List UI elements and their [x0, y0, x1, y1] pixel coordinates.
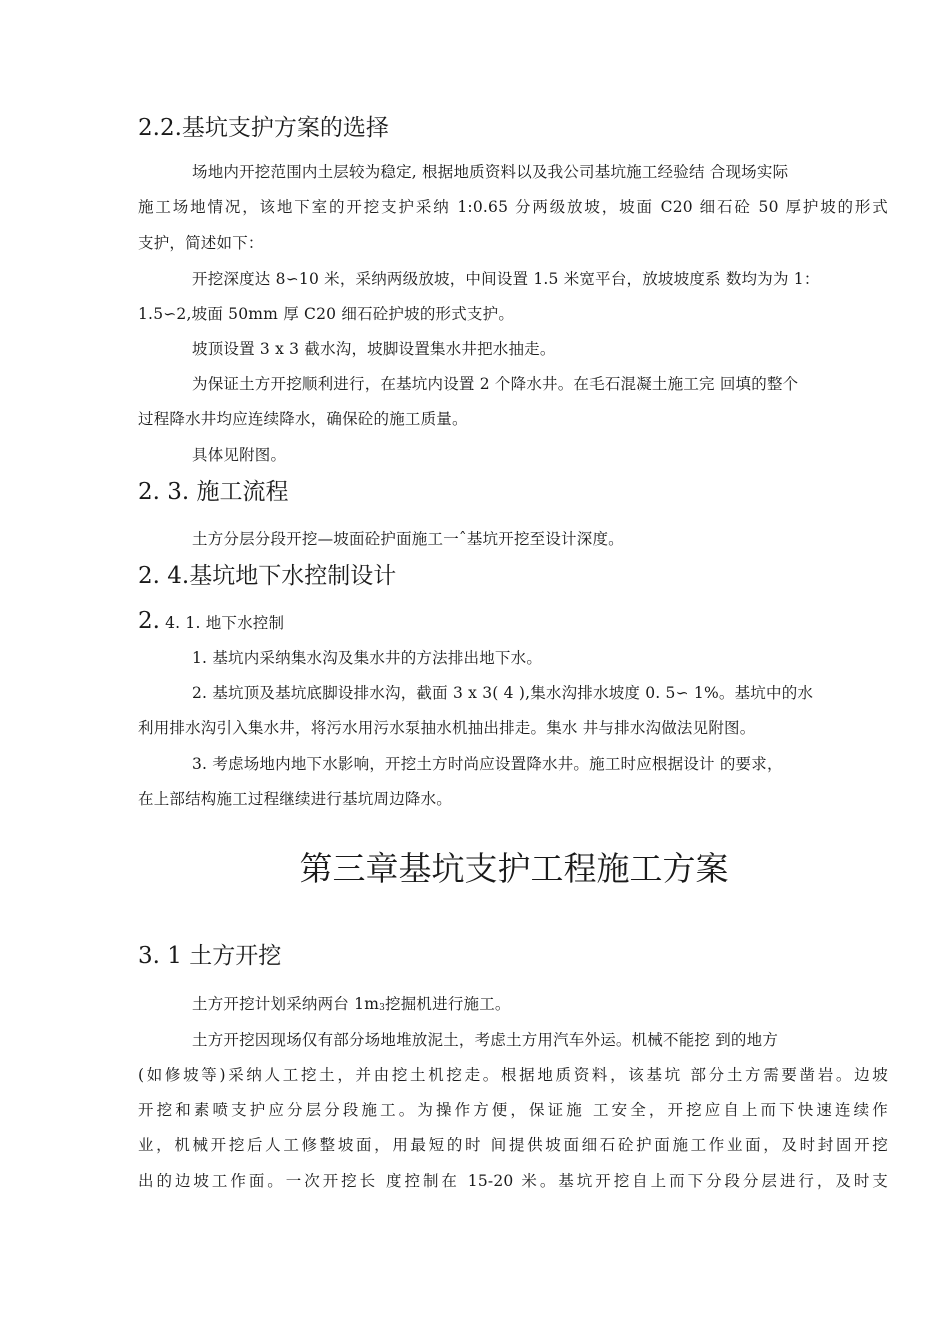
heading-3-1: 3. 1 土方开挖	[138, 943, 282, 969]
text-fragment: 挖掘机进行施工。	[385, 995, 511, 1013]
paragraph-line: 支护，简述如下：	[138, 234, 264, 252]
heading-2-3: 2. 3. 施工流程	[138, 479, 289, 505]
paragraph-line	[192, 997, 511, 1013]
heading-2-4-1	[138, 610, 284, 633]
list-item: 2. 基坑顶及基坑底脚设排水沟，截面 3 x 3( 4 ),集水沟排水坡度 0. 5∽ 1%。基坑中的水	[192, 684, 814, 702]
paragraph-line: 土方分层分段开挖—坡面砼护面施工一ˆ基坑开挖至设计深度。	[192, 530, 624, 548]
paragraph-line: 具体见附图。	[192, 446, 287, 464]
paragraph-line: 业，机械开挖后人工修整坡面，用最短的时 间提供坡面细石砼护面施工作业面，及时封固开挖	[138, 1136, 888, 1154]
paragraph-line: 过程降水井均应连续降水，确保砼的施工质量。	[138, 410, 468, 428]
list-item-continuation: 在上部结构施工过程继续进行基坑周边降水。	[138, 790, 453, 808]
paragraph-line: 坡顶设置 3 x 3 截水沟，坡脚设置集水井把水抽走。	[192, 340, 556, 358]
list-item-continuation: 利用排水沟引入集水井，将污水用污水泵抽水机抽出排走。集水 井与排水沟做法见附图。	[138, 719, 756, 737]
heading-text: 4. 1. 地下水控制	[159, 614, 285, 632]
paragraph-line: 出的边坡工作面。一次开挖长 度控制在 15-20 米。基坑开挖自上而下分段分层进行，及时支	[138, 1172, 888, 1190]
paragraph-line: 施工场地情况，该地下室的开挖支护采纳 1:0.65 分两级放坡，坡面 C20 细石砼 50 厚护坡的形式	[138, 198, 888, 216]
text-fragment: 土方开挖计划采纳两台 1m	[192, 995, 380, 1013]
paragraph-line: (如修坡等)采纳人工挖土，并由挖土机挖走。根据地质资料，该基坑 部分土方需要凿岩。边坡	[138, 1066, 888, 1084]
heading-number: 2.	[138, 608, 160, 634]
list-item: 1. 基坑内采纳集水沟及集水井的方法排出地下水。	[192, 649, 543, 667]
paragraph-line: 开挖和素喷支护应分层分段施工。为操作方便，保证施 工安全，开挖应自上而下快速连续作	[138, 1101, 888, 1119]
superscript-unit: 3	[379, 1003, 386, 1013]
paragraph-line: 开挖深度达 8∽10 米，采纳两级放坡，中间设置 1.5 米宽平台，放坡坡度系 数均为为 1：	[192, 270, 820, 288]
heading-2-2: 2.2.基坑支护方案的选择	[138, 115, 389, 141]
paragraph-line: 场地内开挖范围内土层较为稳定, 根据地质资料以及我公司基坑施工经验结 合现场实际	[192, 163, 789, 181]
paragraph-line: 土方开挖因现场仅有部分场地堆放泥土，考虑土方用汽车外运。机械不能挖 到的地方	[192, 1031, 779, 1049]
list-item: 3. 考虑场地内地下水影响，开挖土方时尚应设置降水井。施工时应根据设计 的要求，	[192, 755, 783, 773]
paragraph-line: 1.5∽2,坡面 50mm 厚 C20 细石砼护坡的形式支护。	[138, 305, 515, 323]
paragraph-line: 为保证土方开挖顺利进行，在基坑内设置 2 个降水井。在毛石混凝土施工完 回填的整个	[192, 375, 799, 393]
heading-2-4: 2. 4.基坑地下水控制设计	[138, 563, 397, 589]
chapter-title: 第三章基坑支护工程施工方案	[299, 849, 729, 888]
